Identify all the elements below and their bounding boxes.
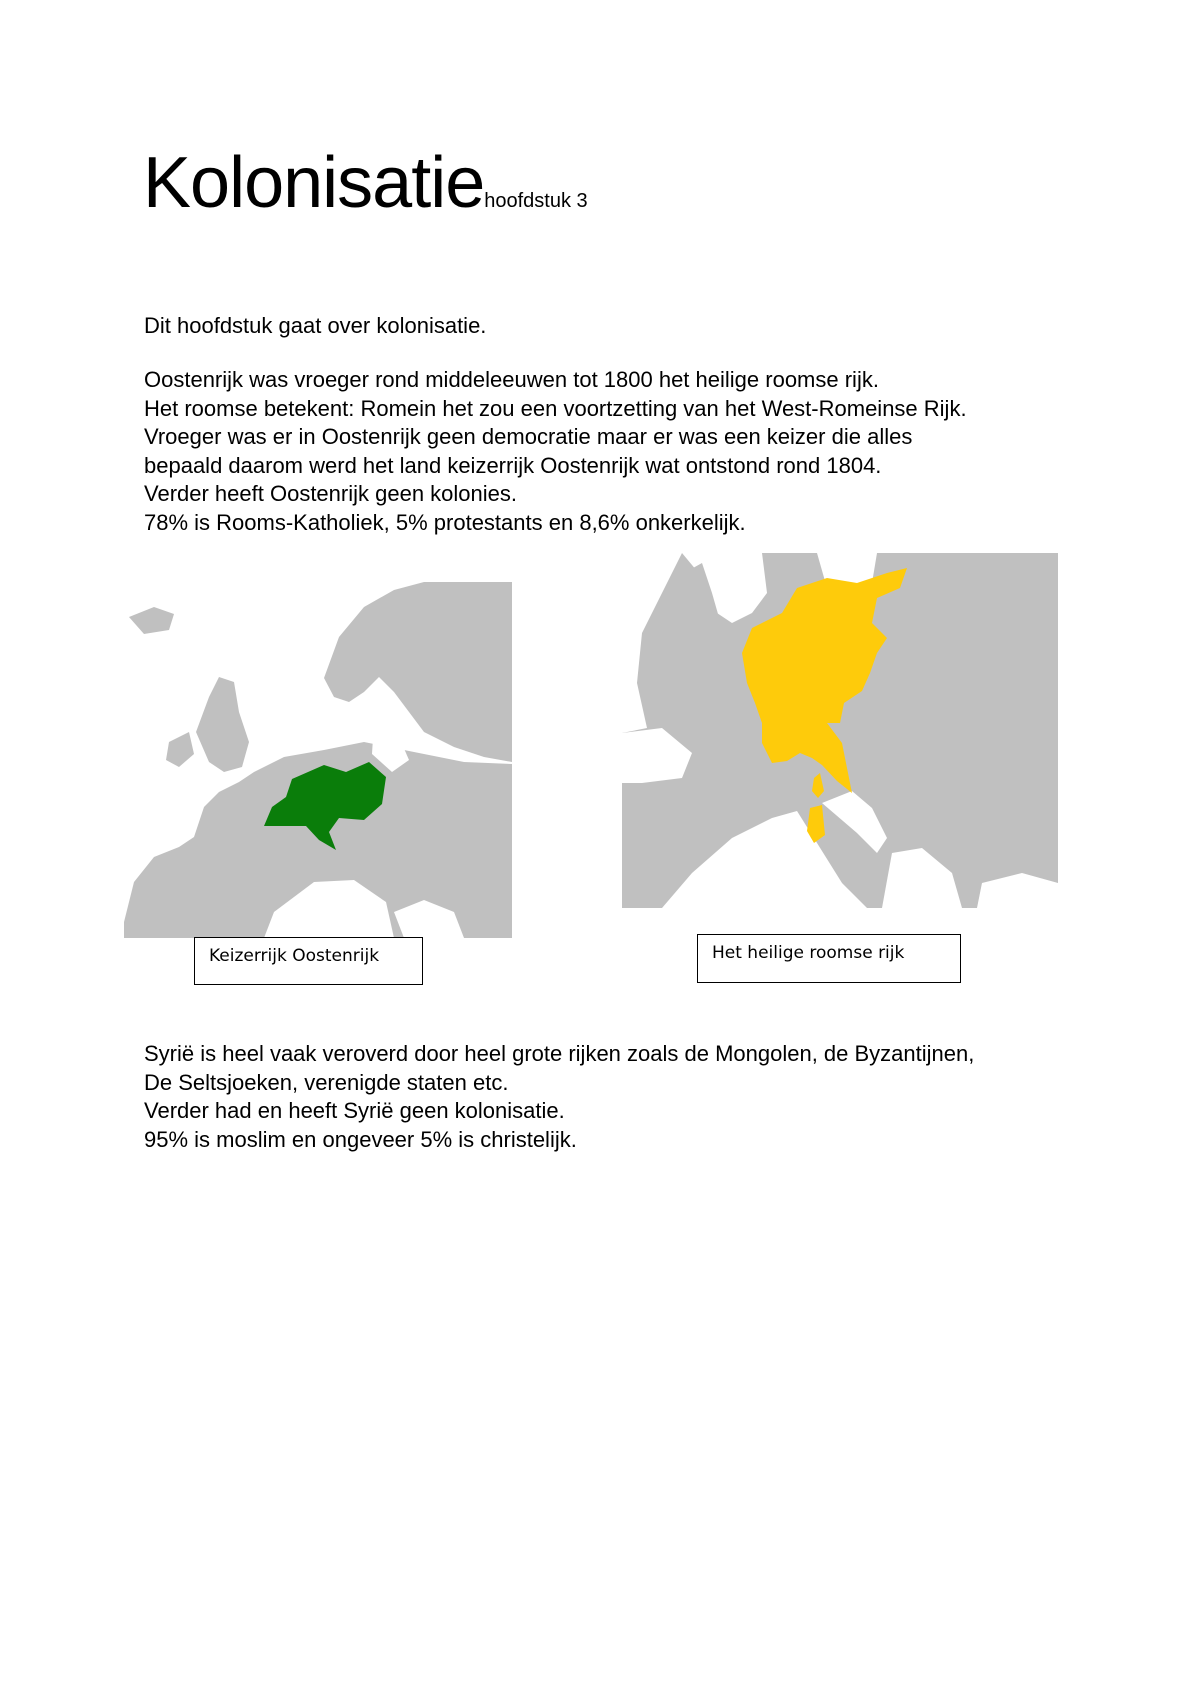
austria-line: bepaald daarom werd het land keizerrijk Oostenrijk wat ontstond rond 1804. [144,452,882,478]
syria-line: 95% is moslim en ongeveer 5% is christelijk. [144,1126,577,1152]
holy-roman-empire-map [622,553,1058,908]
title-text: Kolonisatie [143,143,485,223]
austria-line: Verder heeft Oostenrijk geen kolonies. [144,481,518,506]
syria-line: Syrië is heel vaak veroverd door heel grote rijken zoals de Mongolen, de Byzantijnen, [144,1041,975,1066]
austria-line: Vroeger was er in Oostenrijk geen democratie maar er was een keizer die alles [144,424,913,449]
austria-paragraph [144,366,967,537]
syria-paragraph [144,1040,974,1154]
syria-line: De Seltsjoeken, verenigde staten etc. [144,1069,509,1095]
map-caption-holy-roman-empire: Het heilige roomse rijk [697,934,961,983]
page-title [143,143,588,223]
austria-line: Het roomse betekent: Romein het zou een voortzetting van het West-Romeinse Rijk. [144,395,967,421]
intro-paragraph: Dit hoofdstuk gaat over kolonisatie. [144,313,487,338]
chapter-subtitle: hoofdstuk 3 [484,190,588,212]
austrian-empire-map [124,582,512,938]
austria-line: 78% is Rooms-Katholiek, 5% protestants en 8,6% onkerkelijk. [144,509,746,535]
syria-line: Verder had en heeft Syrië geen kolonisatie. [144,1098,565,1123]
austria-line: Oostenrijk was vroeger rond middeleeuwen tot 1800 het heilige roomse rijk. [144,367,879,392]
map-caption-austrian-empire: Keizerrijk Oostenrijk [194,937,423,985]
